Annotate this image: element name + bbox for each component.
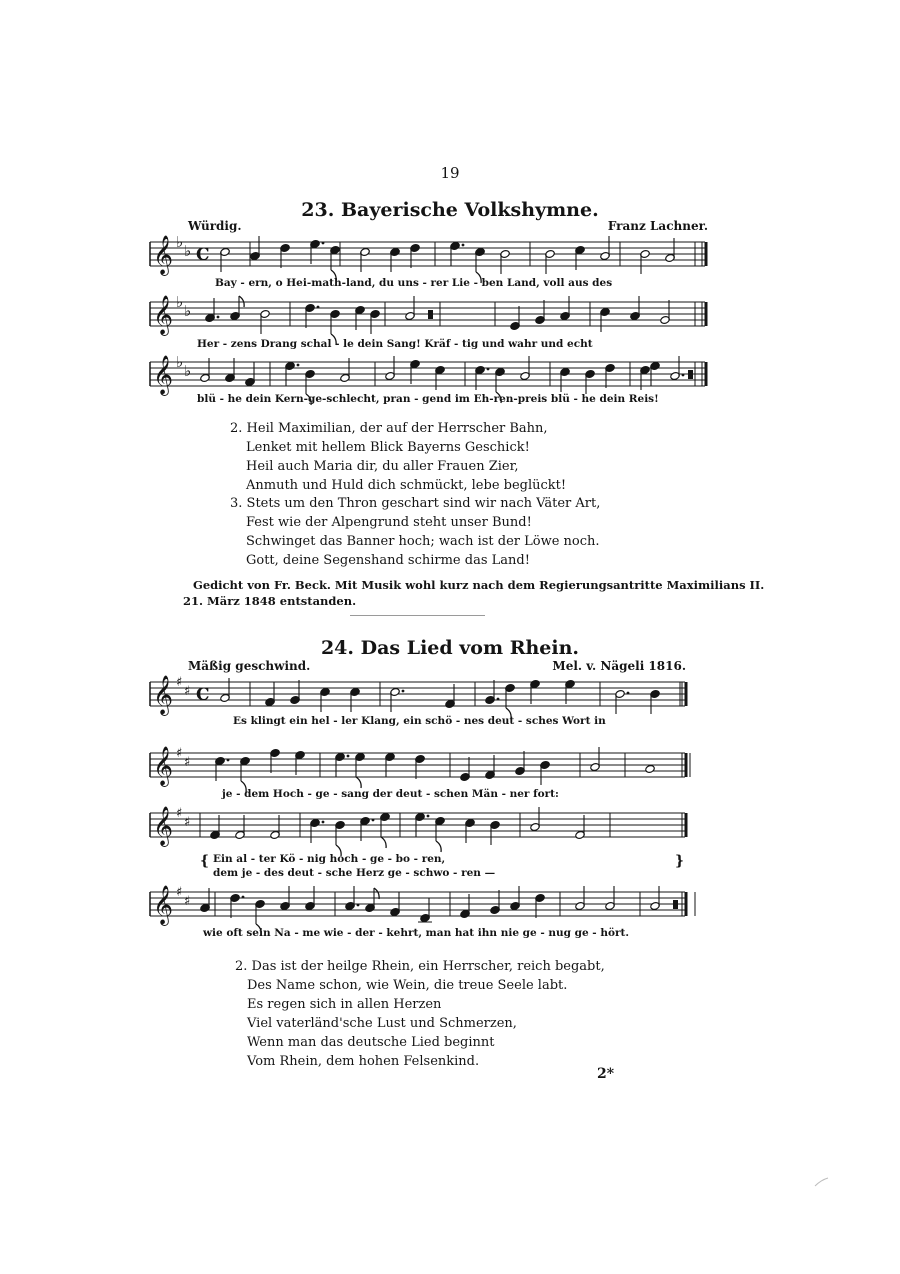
- brace-right: }: [675, 853, 685, 869]
- note-line: 21. März 1848 entstanden.: [183, 594, 357, 608]
- augmentation-dot: [297, 364, 300, 367]
- verse-line: Wenn man das deutsche Lied beginnt: [247, 1035, 495, 1050]
- music-staff: [150, 886, 690, 930]
- verse-line: Es regen sich in allen Herzen: [247, 997, 442, 1012]
- sharp-sign-icon: ♯: [184, 815, 191, 830]
- music-staff: [150, 676, 690, 720]
- augmentation-dot: [217, 316, 220, 319]
- augmentation-dot: [372, 819, 375, 822]
- augmentation-dot: [347, 755, 350, 758]
- signature-mark: 2*: [597, 1066, 615, 1082]
- song-23-verse-2: [230, 419, 566, 495]
- verse-line: 2. Das ist der heilge Rhein, ein Herrscher, reich begabt,: [235, 959, 605, 974]
- augmentation-dot: [227, 759, 230, 762]
- brace-left: {: [200, 853, 210, 869]
- lyric-line: wie oft sein Na - me wie - der - kehrt, man hat ihn nie ge - nug ge - hört.: [203, 927, 629, 939]
- verse-line: Viel vaterländ'sche Lust und Schmerzen,: [247, 1016, 517, 1031]
- flat-sign-icon: ♭: [184, 242, 192, 260]
- note-flag: [356, 777, 361, 788]
- verse-line: 2. Heil Maximilian, der auf der Herrscher Bahn,: [230, 421, 548, 436]
- sharp-sign-icon: ♯: [184, 684, 191, 699]
- lyric-line: Ein al - ter Kö - nig hoch - ge - bo - ren,: [213, 853, 446, 865]
- augmentation-dot: [402, 690, 405, 693]
- augmentation-dot: [317, 306, 320, 309]
- augmentation-dot: [682, 374, 685, 377]
- verse-line: Lenket mit hellem Blick Bayerns Geschick!: [246, 440, 530, 455]
- song-23-title: 23. Bayerische Volkshymne.: [301, 199, 599, 221]
- flat-sign-icon: ♭: [176, 353, 184, 371]
- treble-clef-icon: 𝄞: [153, 355, 174, 395]
- augmentation-dot: [322, 821, 325, 824]
- rest-mark: [673, 900, 678, 909]
- time-signature: C: [196, 245, 210, 265]
- verse-line: Anmuth und Huld dich schmückt, lebe beglückt!: [246, 478, 567, 493]
- verse-line: Gott, deine Segenshand schirme das Land!: [246, 553, 530, 568]
- flat-sign-icon: ♭: [184, 302, 192, 320]
- treble-clef-icon: 𝄞: [153, 806, 174, 846]
- verse-line: 3. Stets um den Thron geschart sind wir nach Väter Art,: [230, 496, 601, 511]
- rest-mark: [688, 370, 693, 379]
- music-staff: [150, 233, 710, 280]
- augmentation-dot: [322, 242, 325, 245]
- song-23-composer: Franz Lachner.: [607, 219, 708, 233]
- treble-clef-icon: 𝄞: [153, 746, 174, 786]
- music-staff: [150, 293, 710, 340]
- treble-clef-icon: 𝄞: [153, 295, 174, 335]
- sharp-sign-icon: ♯: [176, 806, 183, 821]
- song-23-verse-3: [230, 494, 600, 570]
- song-23-tempo: Würdig.: [188, 219, 242, 233]
- sharp-sign-icon: ♯: [176, 885, 183, 900]
- section-divider: [350, 615, 485, 616]
- lyric-line: dem je - des deut - sche Herz ge - schwo - ren —: [213, 867, 496, 879]
- augmentation-dot: [242, 896, 245, 899]
- time-signature: C: [196, 685, 210, 705]
- lyric-line: Bay - ern, o Hei-math-land, du uns - rer Lie - ben Land, voll aus des: [215, 277, 613, 289]
- treble-clef-icon: 𝄞: [153, 885, 174, 925]
- lyric-line: blü - he dein Kern-ge-schlecht, pran - gend im Eh-ren-preis blü - he dein Reis!: [197, 393, 659, 405]
- lyric-line: Her - zens Drang schal - le dein Sang! Kräf - tig und wahr und echt: [197, 338, 593, 350]
- stray-mark: [812, 1172, 832, 1192]
- flat-sign-icon: ♭: [176, 233, 184, 251]
- flat-sign-icon: ♭: [176, 293, 184, 311]
- rest-mark: [428, 310, 433, 319]
- note-flag: [381, 837, 386, 848]
- song-24-verse-2: [235, 957, 605, 1071]
- sharp-sign-icon: ♯: [176, 675, 183, 690]
- augmentation-dot: [627, 692, 630, 695]
- page-number: 19: [440, 164, 460, 182]
- song-24-title: 24. Das Lied vom Rhein.: [320, 637, 580, 659]
- treble-clef-icon: 𝄞: [153, 235, 174, 275]
- sharp-sign-icon: ♯: [184, 755, 191, 770]
- verse-line: Heil auch Maria dir, du aller Frauen Zier,: [246, 459, 519, 474]
- song-24-composer: Mel. v. Nägeli 1816.: [552, 659, 686, 673]
- augmentation-dot: [357, 904, 360, 907]
- note-flag: [374, 888, 379, 899]
- music-staff: [150, 747, 690, 791]
- verse-line: Schwinget das Banner hoch; wach ist der Löwe noch.: [246, 534, 600, 549]
- sharp-sign-icon: ♯: [176, 746, 183, 761]
- verse-line: Fest wie der Alpengrund steht unser Bund!: [246, 515, 532, 530]
- augmentation-dot: [462, 244, 465, 247]
- lyric-line: je - dem Hoch - ge - sang der deut - schen Män - ner fort:: [222, 788, 559, 800]
- augmentation-dot: [487, 368, 490, 371]
- augmentation-dot: [497, 698, 500, 701]
- sharp-sign-icon: ♯: [184, 894, 191, 909]
- treble-clef-icon: 𝄞: [153, 675, 174, 715]
- verse-line: Vom Rhein, dem hohen Felsenkind.: [247, 1054, 480, 1069]
- augmentation-dot: [427, 815, 430, 818]
- verse-line: Des Name schon, wie Wein, die treue Seele labt.: [247, 978, 568, 993]
- note-flag: [436, 841, 441, 852]
- music-staff: [150, 807, 690, 851]
- note-line: Gedicht von Fr. Beck. Mit Musik wohl kurz nach dem Regierungsantritte Maximilians II.: [193, 578, 765, 592]
- flat-sign-icon: ♭: [184, 362, 192, 380]
- song-24-tempo: Mäßig geschwind.: [188, 659, 311, 673]
- note-head: [645, 764, 655, 773]
- lyric-line: Es klingt ein hel - ler Klang, ein schö - nes deut - sches Wort in: [233, 715, 606, 727]
- song-23-source-note: [183, 577, 765, 609]
